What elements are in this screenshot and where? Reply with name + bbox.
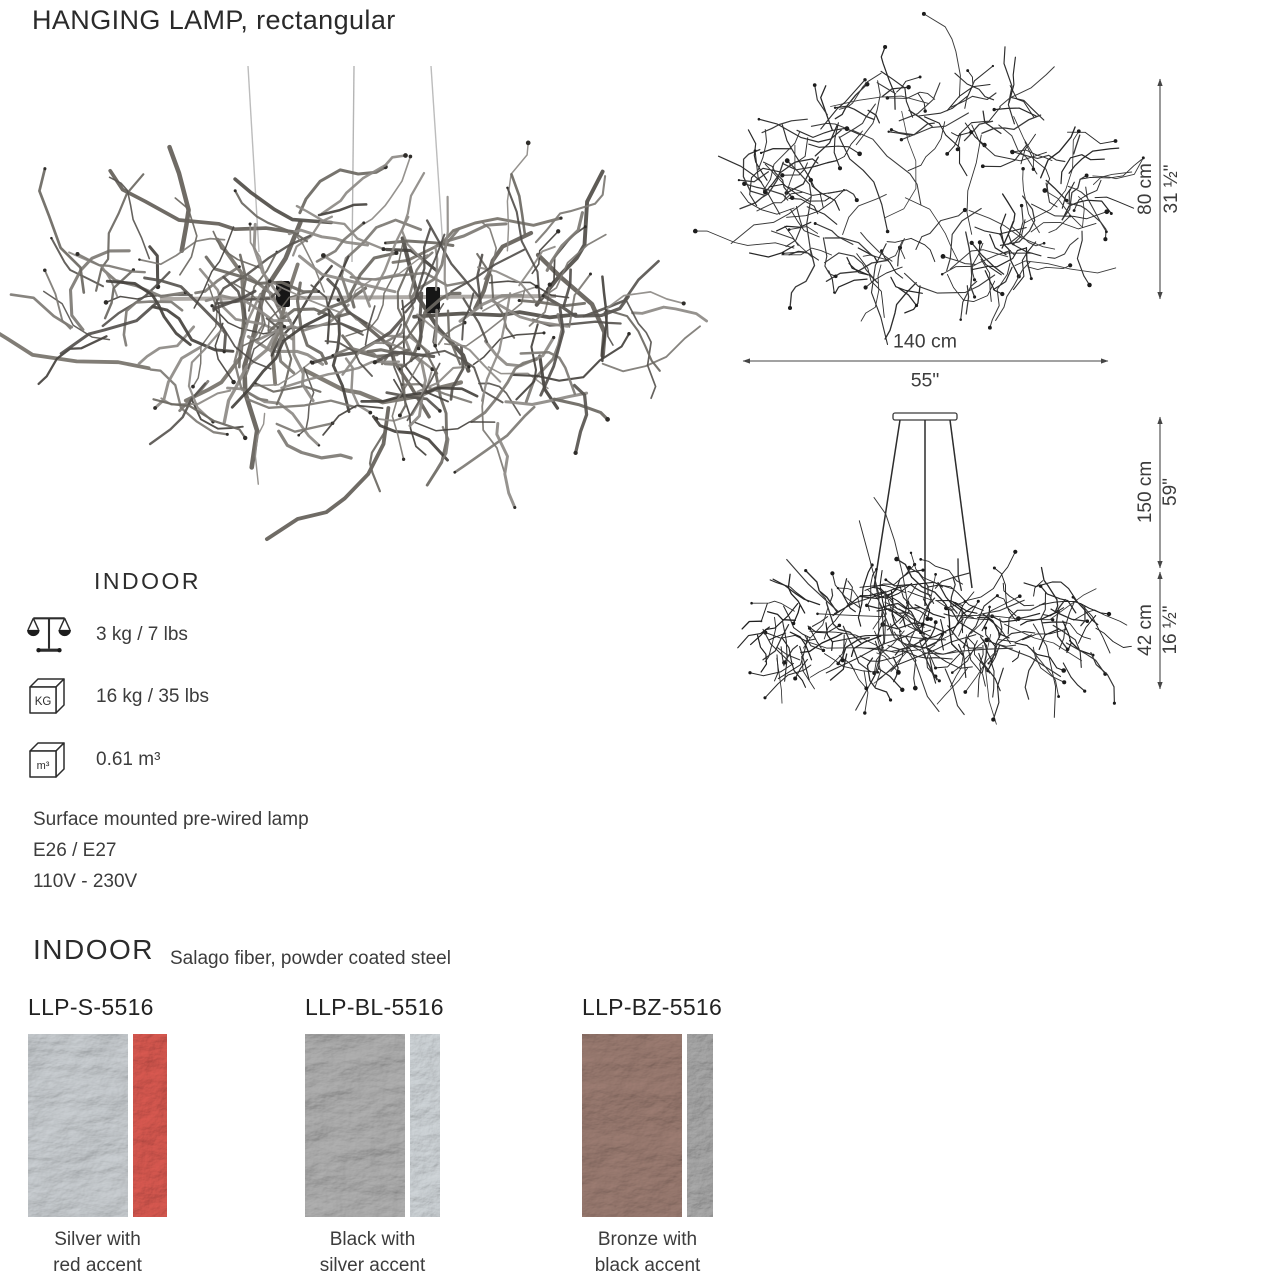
variant-black-silver <box>305 994 444 1279</box>
note-mounting: Surface mounted pre-wired lamp <box>33 809 309 830</box>
swatch-main-bronze <box>582 1034 682 1217</box>
dim-label-body-in: 16 ½" <box>1160 605 1181 655</box>
dim-label-width-in: 55" <box>910 369 940 392</box>
side-view-body-drawing <box>738 498 1132 725</box>
materials-heading: INDOOR <box>33 934 154 965</box>
electrical-notes <box>33 804 309 897</box>
swatch-main-silver <box>28 1034 128 1217</box>
volume-box-icon <box>28 738 68 780</box>
gross-weight-box-icon <box>28 674 68 716</box>
kg-icon-label: KG <box>34 696 52 708</box>
variant-silver-red <box>28 994 167 1279</box>
dim-label-drop-in: 59" <box>1160 478 1181 506</box>
dim-label-width-cm: 140 cm <box>893 330 957 353</box>
swatch-accent-red <box>133 1034 167 1217</box>
variant-code: LLP-BL-5516 <box>305 994 444 1020</box>
dim-label-height-in: 31 ½" <box>1161 164 1182 214</box>
variant-caption: Bronze with black accent <box>594 1229 701 1276</box>
swatch-accent-black <box>687 1034 713 1217</box>
dim-label-height-cm: 80 cm <box>1135 163 1156 215</box>
swatch-main-black <box>305 1034 405 1217</box>
specs-heading: INDOOR <box>94 568 201 594</box>
materials-subheading: Salago fiber, powder coated steel <box>170 948 451 969</box>
note-voltage: 110V - 230V <box>33 871 138 892</box>
top-view-drawing <box>693 12 1145 344</box>
dim-label-drop-cm: 150 cm <box>1135 460 1156 524</box>
page-title: HANGING LAMP, rectangular <box>32 5 396 35</box>
gross-weight-value: 16 kg / 35 lbs <box>96 686 210 707</box>
net-weight-value: 3 kg / 7 lbs <box>96 624 188 645</box>
variant-code: LLP-BZ-5516 <box>582 994 723 1020</box>
swatch-accent-silver <box>410 1034 440 1217</box>
scale-icon <box>26 612 72 656</box>
variant-bronze-black <box>582 994 723 1279</box>
note-socket: E26 / E27 <box>33 840 117 861</box>
volume-value: 0.61 m³ <box>96 749 161 770</box>
variant-code: LLP-S-5516 <box>28 994 154 1020</box>
m3-icon-label: m³ <box>36 760 50 772</box>
variant-caption: Silver with red accent <box>53 1229 142 1276</box>
dim-label-body-cm: 42 cm <box>1135 604 1156 656</box>
variant-caption: Black with silver accent <box>319 1229 426 1276</box>
